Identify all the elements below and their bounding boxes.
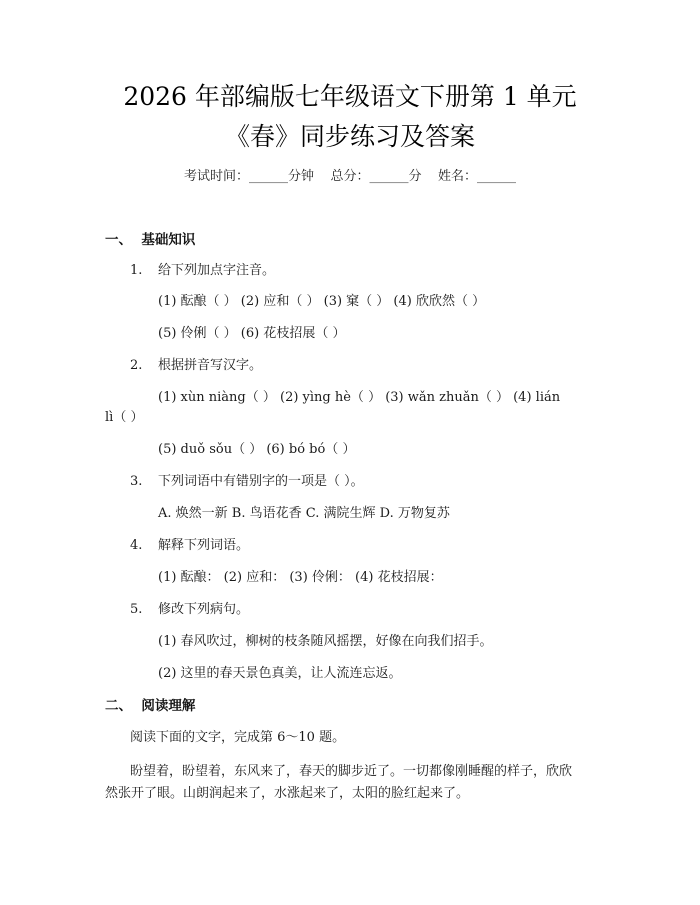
question-number: 4.	[130, 538, 143, 553]
question-number: 3.	[130, 474, 143, 489]
reading-passage-line: 然张开了眼。山朗润起来了，水涨起来了，太阳的脸红起来了。	[105, 786, 470, 801]
reading-passage-line: 盼望着，盼望着，东风来了，春天的脚步近了。一切都像刚睡醒的样子，欣欣	[130, 764, 573, 779]
question-item-line: (2) 这里的春天景色真美，让人流连忘返。	[158, 666, 402, 681]
answer-options: A. 焕然一新 B. 鸟语花香 C. 满院生辉 D. 万物复苏	[158, 506, 450, 521]
question-item-wrap: lì（ ）	[105, 410, 144, 425]
question-item-line: (1) 酝酿（ ） (2) 应和（ ） (3) 窠（ ） (4) 欣欣然（ ）	[158, 294, 486, 309]
exam-info: 考试时间：______分钟 总分：______分 姓名：______	[183, 169, 517, 184]
question-item-line: (1) xùn niàng（ ） (2) yìng hè（ ） (3) wǎn zhuǎn（ ） (4) lián	[158, 390, 561, 405]
question-number: 2.	[130, 358, 143, 373]
question-text: 修改下列病句。	[158, 602, 250, 617]
question-item-line: (1) 春风吹过，柳树的枝条随风摇摆，好像在向我们招手。	[158, 634, 493, 649]
question-item-line: (1) 酝酿： (2) 应和： (3) 伶俐： (4) 花枝招展：	[158, 570, 443, 585]
question-item-line: (5) 伶俐（ ） (6) 花枝招展（ ）	[158, 326, 346, 341]
question-text: 根据拼音写汉字。	[158, 358, 263, 373]
question-text: 给下列加点字注音。	[158, 263, 276, 278]
section-heading-basic-knowledge: 一、 基础知识	[105, 232, 196, 248]
question-text: 解释下列词语。	[158, 538, 250, 553]
document-title-line-1: 2026 年部编版七年级语文下册第 1 单元	[123, 82, 577, 111]
question-number: 1.	[130, 263, 143, 278]
document-title-line-2: 《春》同步练习及答案	[224, 122, 475, 151]
question-text: 下列词语中有错别字的一项是（ ）。	[158, 474, 364, 489]
section-heading-reading: 二、 阅读理解	[105, 698, 196, 714]
question-number: 5.	[130, 602, 143, 617]
reading-instructions: 阅读下面的文字，完成第 6～10 题。	[130, 730, 346, 745]
question-item-line: (5) duǒ sǒu（ ） (6) bó bó（ ）	[158, 442, 356, 457]
